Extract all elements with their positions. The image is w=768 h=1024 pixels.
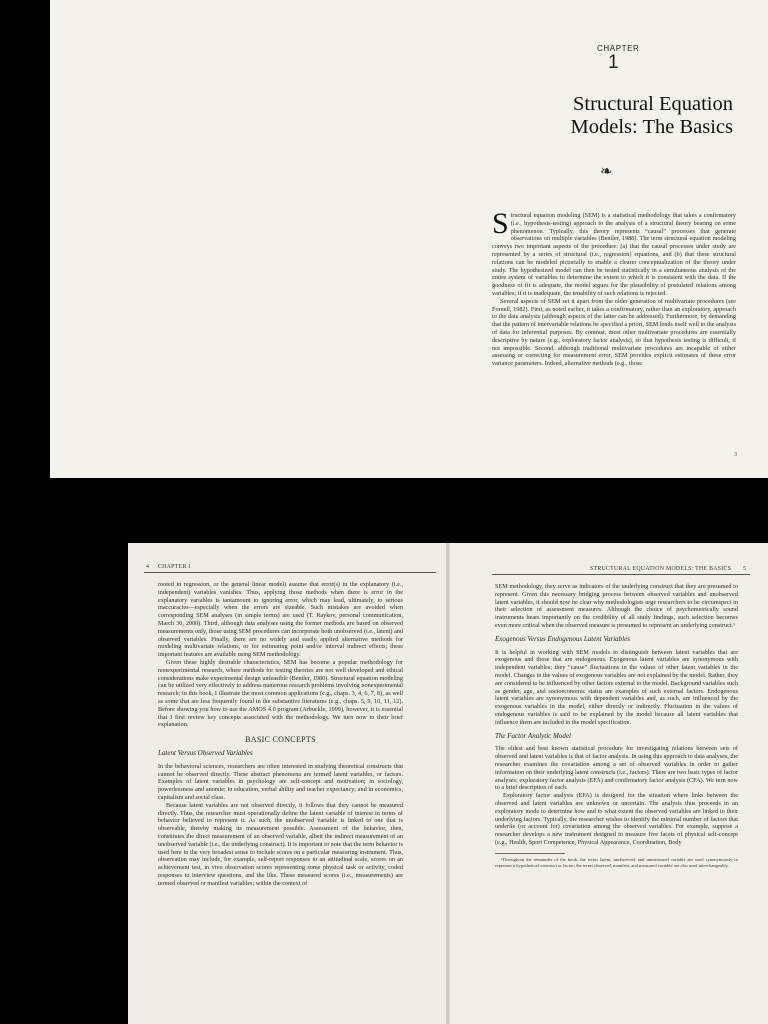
page5-para2: It is helpful in working with SEM models to distinguish between latent variables that are exogenous and those that are endogenous. Exogenous latent variables are synonymous with independent variables; they “cause” fluctuations in the values of other latent variables in the model. Changes in the values of exogenous variables are not explained by the model. Rather, they are considered to be influenced by other factors external to the model. Background variables such as gender, age, and socioeconomic status are examples of such external factors. Endogenous latent variables are synonymous with dependent variables and, as such, are influenced by the exogenous variables in the model, either directly or indirectly. Fluctuation in the values of endogenous variables is said to be explained by the model because all latent variables that influence them are included in the model specification. xyxy=(495,648,738,726)
page5-para4: Exploratory factor analysis (EFA) is designed for the situation where links between the observed and latent variables are unknown or uncertain. The analysis thus proceeds in an exploratory mode to determine how and to what extent the observed variables are linked to their underlying factors. Typically, the researcher wishes to identify the minimal number of factors that underlie (or account for) covariation among the observed variables. For example, suppose a researcher develops a new instrument designed to measure five facets of physical self-concept (e.g., Health, Sport Competence, Physical Appearance, Coordination, Body xyxy=(495,792,738,846)
section-heading: BASIC CONCEPTS xyxy=(245,735,316,745)
subheading-exogenous-endogenous: Exogenous Versus Endogenous Latent Variables xyxy=(495,634,630,643)
page4-para2: Given these highly desirable characteristics, SEM has become a popular methodology for nonexperimental research, where methods for testing theories are not well developed and ethical considerations make experimental design unfeasible (Bentler, 1980). Structural equation modeling can be utilized very effectively to address numerous research problems involving nonexperimental research; in this book, I illustrate the most common applications (e.g., chaps. 3, 4, 6, 7, 8), as well as some that are less frequently found in the substantive literatures (e.g., chaps. 5, 9, 10, 11, 12). Before showing you how to use the AMOS 4.0 program (Arbuckle, 1999), however, it is essential that I first review key concepts associated with the methodology. We turn now to their brief explanation. xyxy=(158,658,403,729)
page4-para4: Because latent variables are not observed directly, it follows that they cannot be measured directly. Thus, the researcher must operationally define the latent variable of interest in terms of behavior believed to represent it. As such, the unobserved variable is linked to one that is observable, thereby making its measurement possible. Assessment of the behavior, then, constitutes the direct measurement of an observed variable, albeit the indirect measurement of an unobserved variable (i.e., the underlying construct). It is important to note that the term behavior is used here in the very broadest sense to include scores on a particular measuring instrument. Thus, observation may include, for example, self-report responses to an attitudinal scale, scores on an achievement test, in vivo observation scores representing some physical task or activity, coded responses to interview questions, and the like. These measured scores (i.e., measurements) are termed observed or manifest variables; within the context of xyxy=(158,801,403,887)
page4-body xyxy=(158,581,403,887)
book-gutter xyxy=(446,543,450,1024)
page-number-5: 5 xyxy=(743,566,747,572)
page3-para2: Several aspects of SEM set it apart from the older generation of multivariate procedures (see Fornell, 1982). First, as noted earlier, it takes a confirmatory, rather than an exploratory, approach to the data analysis (although aspects of the latter can be addressed). Furthermore, by demanding that the pattern of intervariable relations be specified a priori, SEM lends itself well to the analysis of data for inferential purposes. By contrast, most other multivariate procedures are essentially descriptive by nature (e.g., exploratory factor analysis), so that hypothesis testing is difficult, if not impossible. Second, although traditional multivariate procedures are incapable of either assessing or correcting for measurement error, SEM provides explicit estimates of these error variance parameters. Indeed, alternative methods (e.g., those xyxy=(492,297,736,368)
footnote-text: ¹Throughout the remainder of the book, the terms latent, unobserved, and unmeasured variable are used synonymously to represent a hypothetical construct or factor; the terms observed, manifest, and measured variable are also used interchangeably. xyxy=(495,856,738,868)
footnote xyxy=(495,857,738,869)
header-rule-right xyxy=(492,574,750,575)
chapter-label: CHAPTER xyxy=(597,44,640,53)
header-rule-left xyxy=(144,572,436,573)
running-head-right: STRUCTURAL EQUATION MODELS: THE BASICS xyxy=(590,566,732,572)
page5-body xyxy=(495,583,738,869)
page-number-4: 4 xyxy=(146,564,150,570)
page4-para1: rooted in regression, or the general linear model) assume that error(s) in the explanatory (i.e., independent) variables vanishes. Thus, applying those methods when there is error in the explanatory variables is tantamount to ignoring error, which may lead, ultimately, to serious inaccuracies—especially when the errors are sizeable. Such mistakes are avoided when corresponding SEM analyses (in simple terms) are used (T. Raykov, personal communication, March 30, 2000). Third, although data analyses using the former methods are based on observed measurements only, those using SEM procedures can incorporate both unobserved (i.e., latent) and observed variables. Finally, there are no widely and easily applied alternative methods for modeling multivariate relations, or for estimating point and/or interval indirect effects; these important features are available using SEM methodology. xyxy=(158,581,403,659)
page-number-3: 3 xyxy=(734,452,737,458)
page4-para3: In the behavioral sciences, researchers are often interested in studying theoretical constructs that cannot be observed directly. These abstract phenomena are termed latent variables, or factors. Examples of latent variables in psychology are self-concept and motivation; in sociology, powerlessness and anomie; in education, verbal ability and teacher expectancy; and in economics, capitalism and social class. xyxy=(158,762,403,801)
page5-para1: SEM methodology, they serve as indicators of the underlying construct that they are presumed to represent. Given this necessary bridging process between observed variables and unobserved latent variables, it should now be clear why methodologists urge researchers to be circumspect in their selection of assessment measures. Although the choice of psychometrically sound instruments bears importantly on the credibility of all study findings, such selection becomes even more critical when the observed measure is presumed to represent an underlying construct.¹ xyxy=(495,583,738,629)
fleuron-ornament-icon: ❧ xyxy=(600,164,613,180)
chapter-number: 1 xyxy=(608,52,619,73)
page5-para3: The oldest and best known statistical procedure for investigating relations between sets of observed and latent variables is that of factor analysis. In using this approach to data analyses, the researcher examines the covariation among a set of observed variables in order to gather information on their underlying latent constructs (i.e., factors). There are two basic types of factor analyses: exploratory factor analysis (EFA) and confirmatory factor analysis (CFA). We turn now to a brief description of each. xyxy=(495,745,738,792)
page3-para1-text: tructural equation modeling (SEM) is a statistical methodology that takes a confirmatory (i.e., hypothesis-testing) approach to the analysis of a structural theory bearing on some phenomenon. Typically, this theory represents “causal” processes that generate observations on multiple variables (Bentler, 1988). The term structural equation modeling conveys two important aspects of the procedure: (a) that the causal processes under study are represented by a series of structural (i.e., regression) equations, and (b) that these structural relations can be modeled pictorially to enable a clearer conceptualization of the theory under study. The hypothesized model can then be tested statistically in a simultaneous analysis of the entire system of variables to determine the extent to which it is consistent with the data. If the goodness of fit is adequate, the model argues for the plausibility of postulated relations among variables; if it is inadequate, the tenability of such relations is rejected. xyxy=(492,212,736,297)
subheading-latent-observed: Latent Versus Observed Variables xyxy=(158,748,253,757)
subheading-factor-analytic: The Factor Analytic Model xyxy=(495,731,571,740)
page3-body xyxy=(492,207,736,368)
running-head-left: CHAPTER 1 xyxy=(158,564,192,570)
footnote-rule xyxy=(495,853,565,854)
page3-para1 xyxy=(492,207,736,298)
chapter-title-line1: Structural Equation xyxy=(573,93,733,115)
chapter-title xyxy=(518,93,733,139)
chapter-title-line2: Models: The Basics xyxy=(570,116,733,138)
drop-cap: S xyxy=(492,207,509,240)
